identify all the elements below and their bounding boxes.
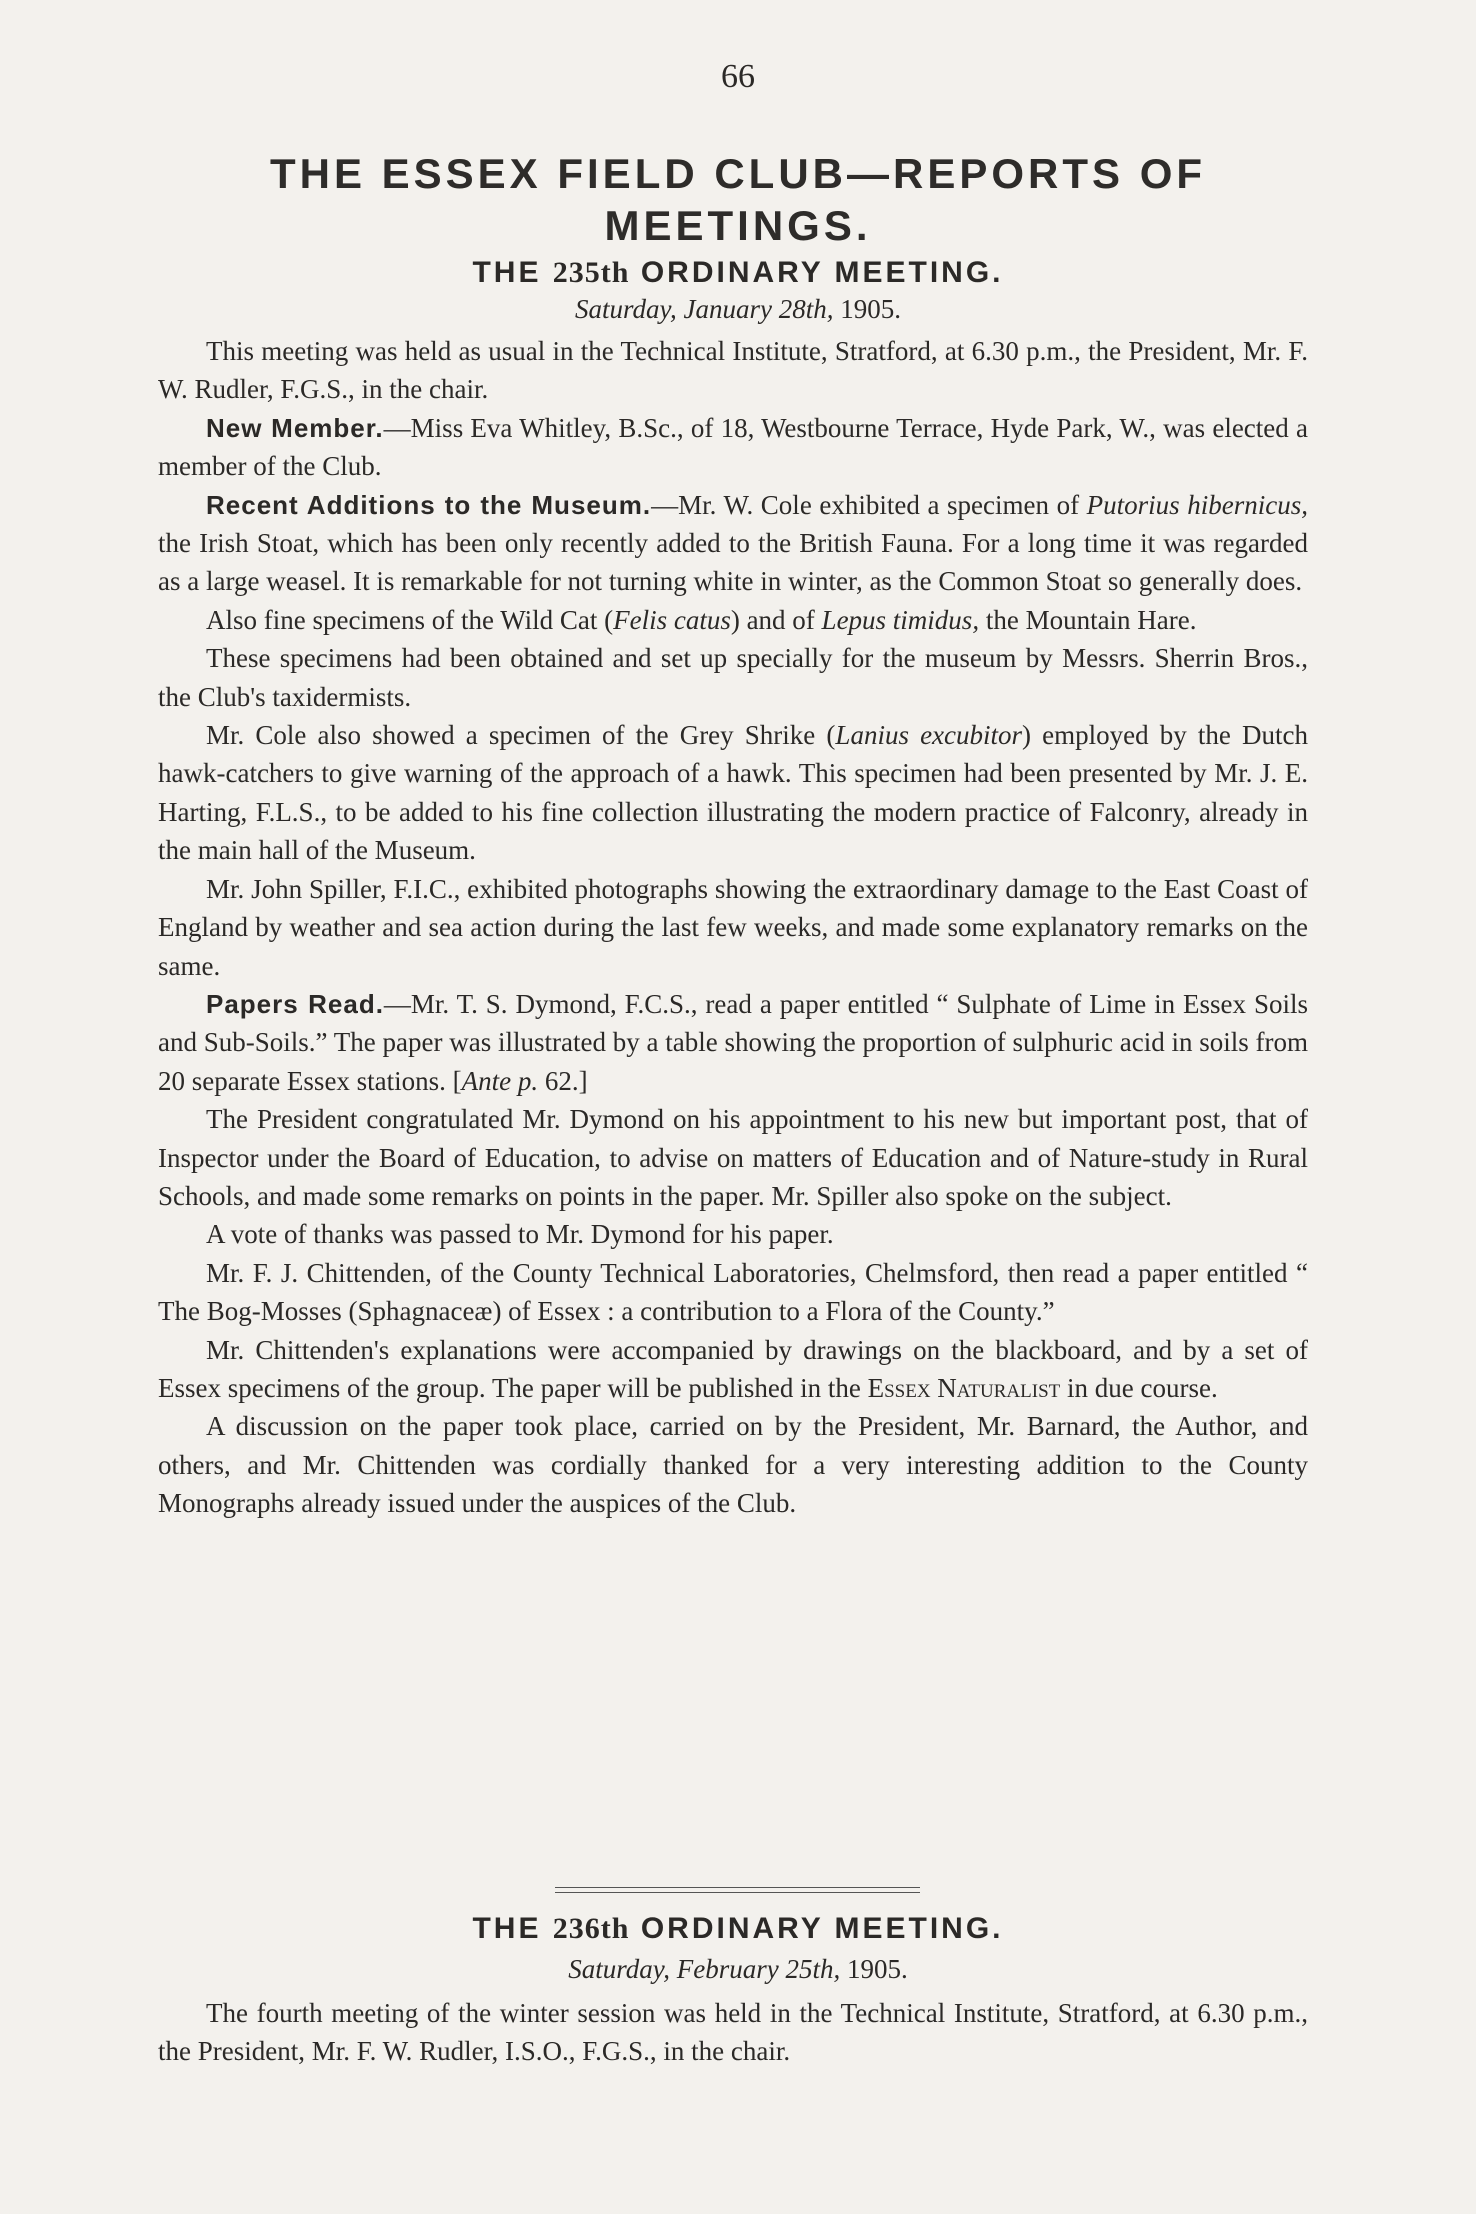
section-label: Papers Read. [206,988,384,1019]
paragraph-text: Also fine specimens of the Wild Cat ( [206,604,614,635]
meeting-number: 236th [552,1912,630,1945]
section-label: Recent Additions to the Museum. [206,489,652,520]
heading-suffix: ORDINARY MEETING. [640,1912,1004,1945]
date-year: 1905. [846,1954,908,1984]
paragraph-text: 62.] [544,1065,588,1096]
paragraph: A discussion on the paper took place, carried on by the President, Mr. Barnard, the Author, and others, and Mr. Chittenden was cordially thanked for a very interesting addition to the County Monographs already issued under the auspices of the Club. [158,1411,1308,1519]
heading-suffix: ORDINARY MEETING. [640,256,1004,289]
paragraph [158,486,1308,601]
paragraph-text: in due course. [1067,1372,1218,1403]
heading-prefix: THE [472,1912,542,1945]
meeting-236-body [158,1994,1308,2071]
species-name: Lepus timidus, [821,604,980,635]
paragraph: The President congratulated Mr. Dymond on his appointment to his new but important post, that of Inspector under the Board of Education, to advise on matters of Education and of Nature-study in Rural Schools, and made some remarks on points in the paper. Mr. Spiller also spoke on the subject. [158,1104,1308,1211]
paragraph-text: Mr. Chittenden's explanations were accompanied by drawings on the blackboard, and by a set of Essex specimens of the group. The paper will be published in the [158,1334,1308,1403]
paragraph [158,601,1308,639]
paragraph-text: the Irish Stoat, which has been only recently added to the British Fauna. For a long time it was regarded as a large weasel. It is remarkable for not turning white in winter, as the Common Stoat so generally does. [158,528,1308,597]
paragraph: Mr. John Spiller, F.I.C., exhibited photographs showing the extraordinary damage to the East Coast of England by weather and sea action during the last few weeks, and made some explanatory remarks on the same. [158,873,1308,981]
section-divider [555,1887,920,1893]
publication-name: Essex Naturalist [867,1372,1061,1403]
meeting-235-heading [0,256,1476,290]
meeting-235-date [0,294,1476,325]
paragraph-text: ) employed by the Dutch hawk-catchers to give warning of the approach of a hawk. This specimen had been presented by Mr. J. E. Harting, F.L.S., to be added to his fine collection illustrating the modern practice of Falconry, already in the main hall of the Museum. [158,720,1308,866]
species-name: Felis catus [613,604,731,635]
paragraph: These specimens had been obtained and set up specially for the museum by Messrs. Sherrin Bros., the Club's taxidermists. [158,643,1308,712]
paragraph: The fourth meeting of the winter session was held in the Technical Institute, Stratford, at 6.30 p.m., the President, Mr. F. W. Rudler, I.S.O., F.G.S., in the chair. [158,1998,1308,2067]
section-label: New Member. [206,412,384,443]
meeting-number: 235th [552,256,630,289]
meeting-236-heading [0,1912,1476,1946]
page-number: 66 [721,58,755,95]
heading-prefix: THE [472,256,542,289]
meeting-235-body [158,332,1308,1523]
date-year: 1905. [840,294,901,324]
paragraph-text: Mr. Cole also showed a specimen of the Grey Shrike ( [206,720,836,751]
paragraph-text: —Miss Eva Whitley, B.Sc., of 18, Westbourne Terrace, Hyde Park, W., was elected a member of the Club. [158,412,1309,482]
meeting-236-date [0,1954,1476,1985]
paragraph: Mr. F. J. Chittenden, of the County Technical Laboratories, Chelmsford, then read a paper entitled “ The Bog-Mosses (Sphagnaceæ) of Essex : a contribution to a Flora of the County.” [158,1257,1308,1327]
paragraph [158,1331,1308,1408]
species-name: Putorius hibernicus, [1086,489,1309,520]
paragraph: A vote of thanks was passed to Mr. Dymond for his paper. [206,1219,834,1250]
paragraph-text: —Mr. W. Cole exhibited a specimen of [651,489,1080,520]
paragraph-text: —Mr. T. S. Dymond, F.C.S., read a paper entitled “ Sulphate of Lime in Essex Soils and Sub-Soils.” The paper was illustrated by a table showing the proportion of sulphuric acid in soils from 20 separate Essex stations. [ [158,988,1308,1096]
date-text: Saturday, January 28th, [575,294,834,324]
paragraph [158,985,1308,1100]
paragraph [158,716,1308,870]
paragraph [158,409,1308,486]
reference: Ante p. [461,1065,539,1096]
paragraph-text: the Mountain Hare. [985,604,1197,635]
paragraph-text: ) and of [730,604,815,635]
species-name: Lanius excubitor [835,720,1023,751]
paragraph: This meeting was held as usual in the Technical Institute, Stratford, at 6.30 p.m., the President, Mr. F. W. Rudler, F.G.S., in the chair. [158,336,1308,405]
date-text: Saturday, February 25th, [568,1954,841,1984]
page-title: THE ESSEX FIELD CLUB—REPORTS OF MEETINGS. [269,150,1207,249]
